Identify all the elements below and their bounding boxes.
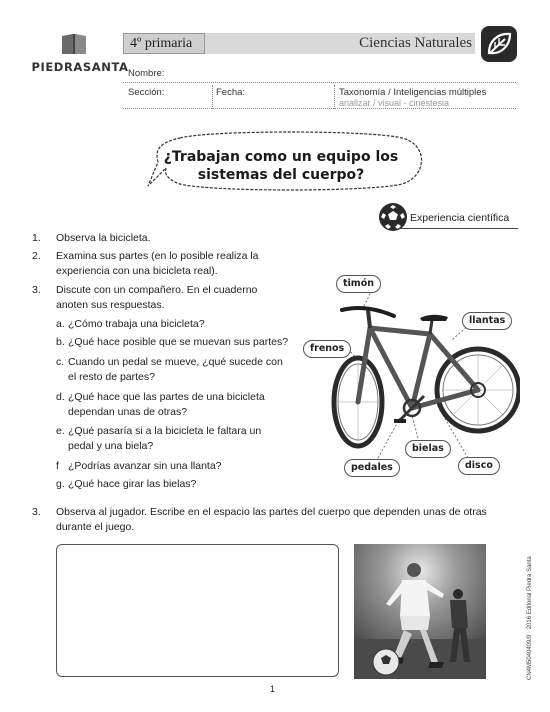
question-letter: f — [56, 460, 59, 472]
bike-label-frenos: frenos — [303, 340, 351, 358]
task-number: 3. — [32, 506, 41, 518]
question-text: ¿Cómo trabaja una bicicleta? — [68, 318, 205, 330]
page-title-line: ¿Trabajan como un equipo los — [163, 149, 399, 165]
question-letter: a. — [56, 318, 65, 330]
question-text: ¿Qué pasaría si a la bicicleta le faltara un — [68, 425, 262, 437]
instruction-number: 1. — [32, 232, 41, 244]
question-item — [56, 355, 306, 385]
section-heading: Experiencia científica — [410, 212, 510, 224]
page-title-line: sistemas del cuerpo? — [197, 167, 365, 183]
question-text: Cuando un pedal se mueve, ¿qué sucede con — [68, 356, 283, 368]
field-divider — [212, 85, 213, 109]
instruction-text: Observa la bicicleta. — [56, 232, 151, 244]
bike-label-timon: timón — [336, 275, 381, 293]
book-logo-icon — [60, 32, 88, 56]
field-divider — [334, 85, 335, 109]
question-text: ¿Qué hace girar las bielas? — [68, 478, 197, 490]
instruction-number: 3. — [32, 284, 41, 296]
grade-label: 4º primaria — [123, 33, 205, 54]
task-text: durante el juego. — [56, 521, 135, 533]
instruction-item — [32, 283, 322, 313]
question-text: el resto de partes? — [68, 371, 155, 383]
question-item — [56, 390, 306, 420]
subject-title: Ciencias Naturales — [359, 35, 472, 51]
soccer-player-photo — [354, 544, 486, 679]
taxonomy-sub: analizar / visual - cinestesia — [339, 98, 450, 108]
bike-label-bielas: bielas — [405, 440, 451, 458]
page-title — [150, 148, 412, 184]
question-letter: g. — [56, 478, 65, 490]
taxonomy-label: Taxonomía / Inteligencias múltiples — [339, 87, 487, 98]
instruction-number: 2. — [32, 250, 41, 262]
publisher-logo — [30, 30, 130, 80]
question-letter: b. — [56, 336, 65, 348]
question-text: ¿Qué hace que las partes de una bicicleta — [68, 391, 265, 403]
question-letter: d. — [56, 391, 65, 403]
task-item — [32, 505, 512, 537]
bike-label-pedales: pedales — [344, 459, 400, 477]
instruction-text: Discute con un compañero. En el cuaderno — [56, 284, 258, 296]
instruction-text: anoten sus respuestas. — [56, 299, 165, 311]
bike-label-llantas: llantas — [462, 312, 512, 330]
task-text: Observa al jugador. Escribe en el espacio las partes del cuerpo que dependen unas de otras — [56, 506, 487, 518]
answer-area[interactable] — [56, 544, 339, 677]
subject-badge — [481, 26, 517, 62]
page-number: 1 — [270, 684, 276, 694]
section-label: Sección: — [128, 87, 165, 98]
question-letter: c. — [56, 356, 65, 368]
section-underline — [398, 228, 518, 229]
brand-name: PIEDRASANTA — [31, 60, 129, 74]
question-text: dependan unas de otras? — [68, 406, 188, 418]
name-line — [123, 82, 516, 83]
instruction-text: experiencia con una bicicleta real). — [56, 265, 218, 277]
name-label: Nombre: — [128, 68, 165, 79]
date-label: Fecha: — [216, 87, 246, 98]
question-item — [56, 424, 306, 454]
instruction-item — [32, 249, 322, 279]
question-text: ¿Qué hace posible que se muevan sus partes? — [68, 336, 289, 348]
bike-label-disco: disco — [458, 457, 500, 475]
instruction-text: Examina sus partes (en lo posible realiza la — [56, 250, 259, 262]
question-letter: e. — [56, 425, 65, 437]
question-text: ¿Podrías avanzar sin una llanta? — [68, 460, 222, 472]
copyright-text: CN4M5040409/9 · 2016 Editorial Piedra Santa — [527, 556, 533, 680]
question-text: pedal y una biela? — [68, 440, 154, 452]
section-line — [123, 108, 516, 109]
leaf-icon — [481, 26, 517, 62]
